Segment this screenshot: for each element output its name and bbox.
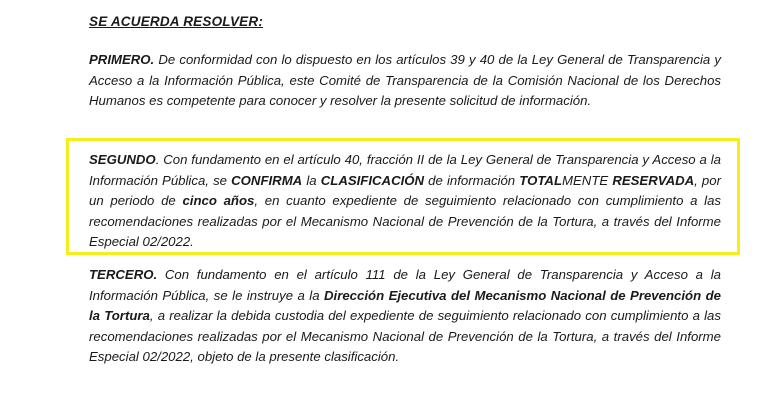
primero-label: PRIMERO. (89, 52, 155, 67)
segundo-text-3: de información (424, 172, 520, 188)
segundo-reservada: RESERVADA (612, 172, 695, 188)
segundo-label: SEGUNDO (89, 152, 156, 167)
segundo-cinco-anos: cinco años (182, 193, 255, 208)
primero-text: De conformidad con lo dispuesto en los artículos 39 y 40 de la Ley General de Transparencia y Acceso a la Información Pública, este Comité de Transparencia de la Comisión Nacional de los Derechos Humanos es competente para conocer y resolver la presente solicitud de información. (89, 52, 721, 108)
tercero-label: TERCERO. (89, 267, 158, 282)
paragraph-segundo (89, 150, 721, 253)
tercero-text-1: Con fundamento en el artículo 111 de la Ley General de Transparencia y Acceso a la Información Pública, se le instruye a la (89, 267, 721, 303)
segundo-confirma: CONFIRMA (231, 172, 303, 188)
segundo-text-6: , en cuanto expediente de seguimiento relacionado con cumplimiento a las recomendaciones realizadas por el Mecanismo Nacional de Prevención de la Tortura, a través del Informe Especial 02/2022. (89, 193, 722, 249)
tercero-text-2: , a realizar la debida custodia del expediente de seguimiento relacionado con cumplimiento a las recomendaciones realizadas por el Mecanismo Nacional de Prevención de la Tortura, a través del Informe Especial 02/2022, objeto de la presente clasificación. (89, 308, 721, 364)
segundo-clasificacion: CLASIFICACIÓN (320, 172, 425, 188)
tercero-direccion: Dirección Ejecutiva del Mecanismo Nacional de Prevención de la Tortura (89, 287, 721, 323)
resolution-heading: SE ACUERDA RESOLVER: (89, 14, 264, 29)
segundo-text-2: la (302, 172, 321, 188)
segundo-text-5: , por un periodo de (89, 172, 721, 208)
segundo-text-4: MENTE (562, 172, 613, 188)
segundo-text-1: . Con fundamento en el artículo 40, fracción II de la Ley General de Transparencia y Acceso a la Información Pública, se (89, 152, 721, 188)
paragraph-tercero (89, 265, 721, 368)
paragraph-primero (89, 50, 721, 112)
segundo-total: TOTAL (519, 172, 563, 188)
